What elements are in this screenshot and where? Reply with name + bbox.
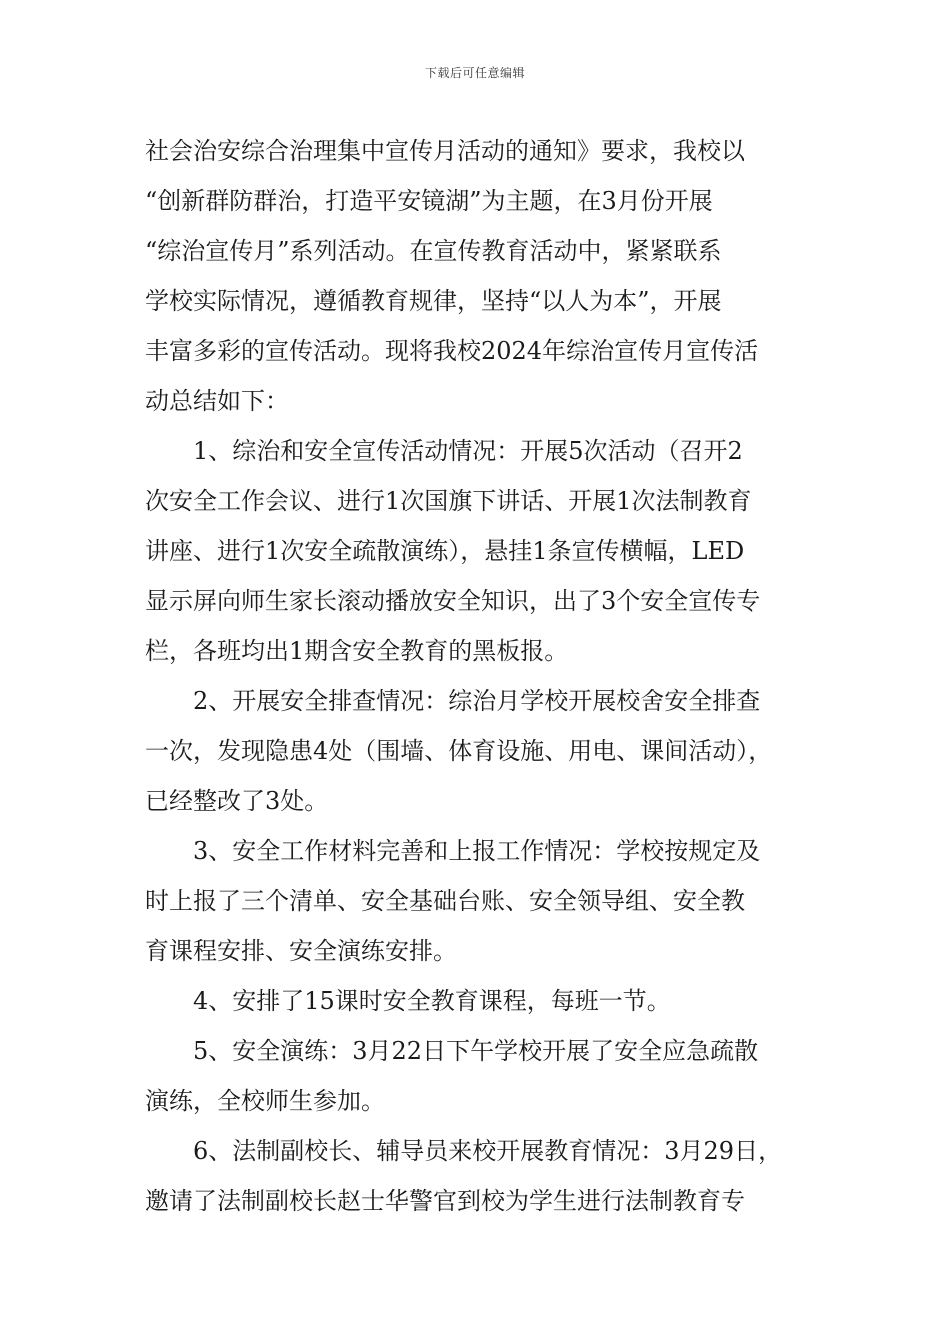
text-line: 学校实际情况，遵循教育规律，坚持“以人为本”，开展: [145, 287, 722, 315]
text-line: “综治宣传月”系列活动。在宣传教育活动中，紧紧联系: [145, 237, 722, 265]
text-line: 次安全工作会议、进行1次国旗下讲话、开展1次法制教育: [145, 487, 752, 515]
text-line: “创新群防群治，打造平安镜湖”为主题，在3月份开展: [145, 187, 713, 215]
paragraph-item-1: [145, 426, 810, 676]
paragraph-intro: [145, 126, 810, 426]
text-line: 3、安全工作材料完善和上报工作情况：学校按规定及: [193, 837, 761, 865]
paragraph-item-4: [145, 976, 810, 1026]
text-line: 6、法制副校长、辅导员来校开展教育情况：3月29日，: [193, 1137, 783, 1165]
page-header: 下载后可任意编辑: [424, 66, 525, 80]
text-line: 已经整改了3处。: [145, 787, 329, 815]
text-line: 动总结如下：: [145, 387, 289, 415]
document-body: [145, 126, 810, 1226]
text-line: 育课程安排、安全演练安排。: [145, 937, 457, 965]
paragraph-item-3: [145, 826, 810, 976]
text-line: 一次，发现隐患4处（围墙、体育设施、用电、课间活动），: [145, 737, 773, 765]
paragraph-item-6: [145, 1126, 810, 1226]
text-line: 2、开展安全排查情况：综治月学校开展校舍安全排查: [193, 687, 761, 715]
text-line: 5、安全演练：3月22日下午学校开展了安全应急疏散: [193, 1037, 759, 1065]
text-line: 栏，各班均出1期含安全教育的黑板报。: [145, 637, 569, 665]
text-line: 显示屏向师生家长滚动播放安全知识，出了3个安全宣传专: [145, 587, 761, 615]
text-line: 邀请了法制副校长赵士华警官到校为学生进行法制教育专: [145, 1187, 745, 1215]
text-line: 1、综治和安全宣传活动情况：开展5次活动（召开2: [193, 437, 743, 465]
text-line: 演练，全校师生参加。: [145, 1087, 385, 1115]
text-line: 讲座、进行1次安全疏散演练），悬挂1条宣传横幅，LED: [145, 537, 745, 565]
paragraph-item-5: [145, 1026, 810, 1126]
text-line: 4、安排了15课时安全教育课程，每班一节。: [193, 987, 671, 1015]
text-line: 时上报了三个清单、安全基础台账、安全领导组、安全教: [145, 887, 745, 915]
text-line: 丰富多彩的宣传活动。现将我校2024年综治宣传月宣传活: [145, 337, 759, 365]
paragraph-item-2: [145, 676, 810, 826]
text-line: 社会治安综合治理集中宣传月活动的通知》要求，我校以: [145, 137, 745, 165]
